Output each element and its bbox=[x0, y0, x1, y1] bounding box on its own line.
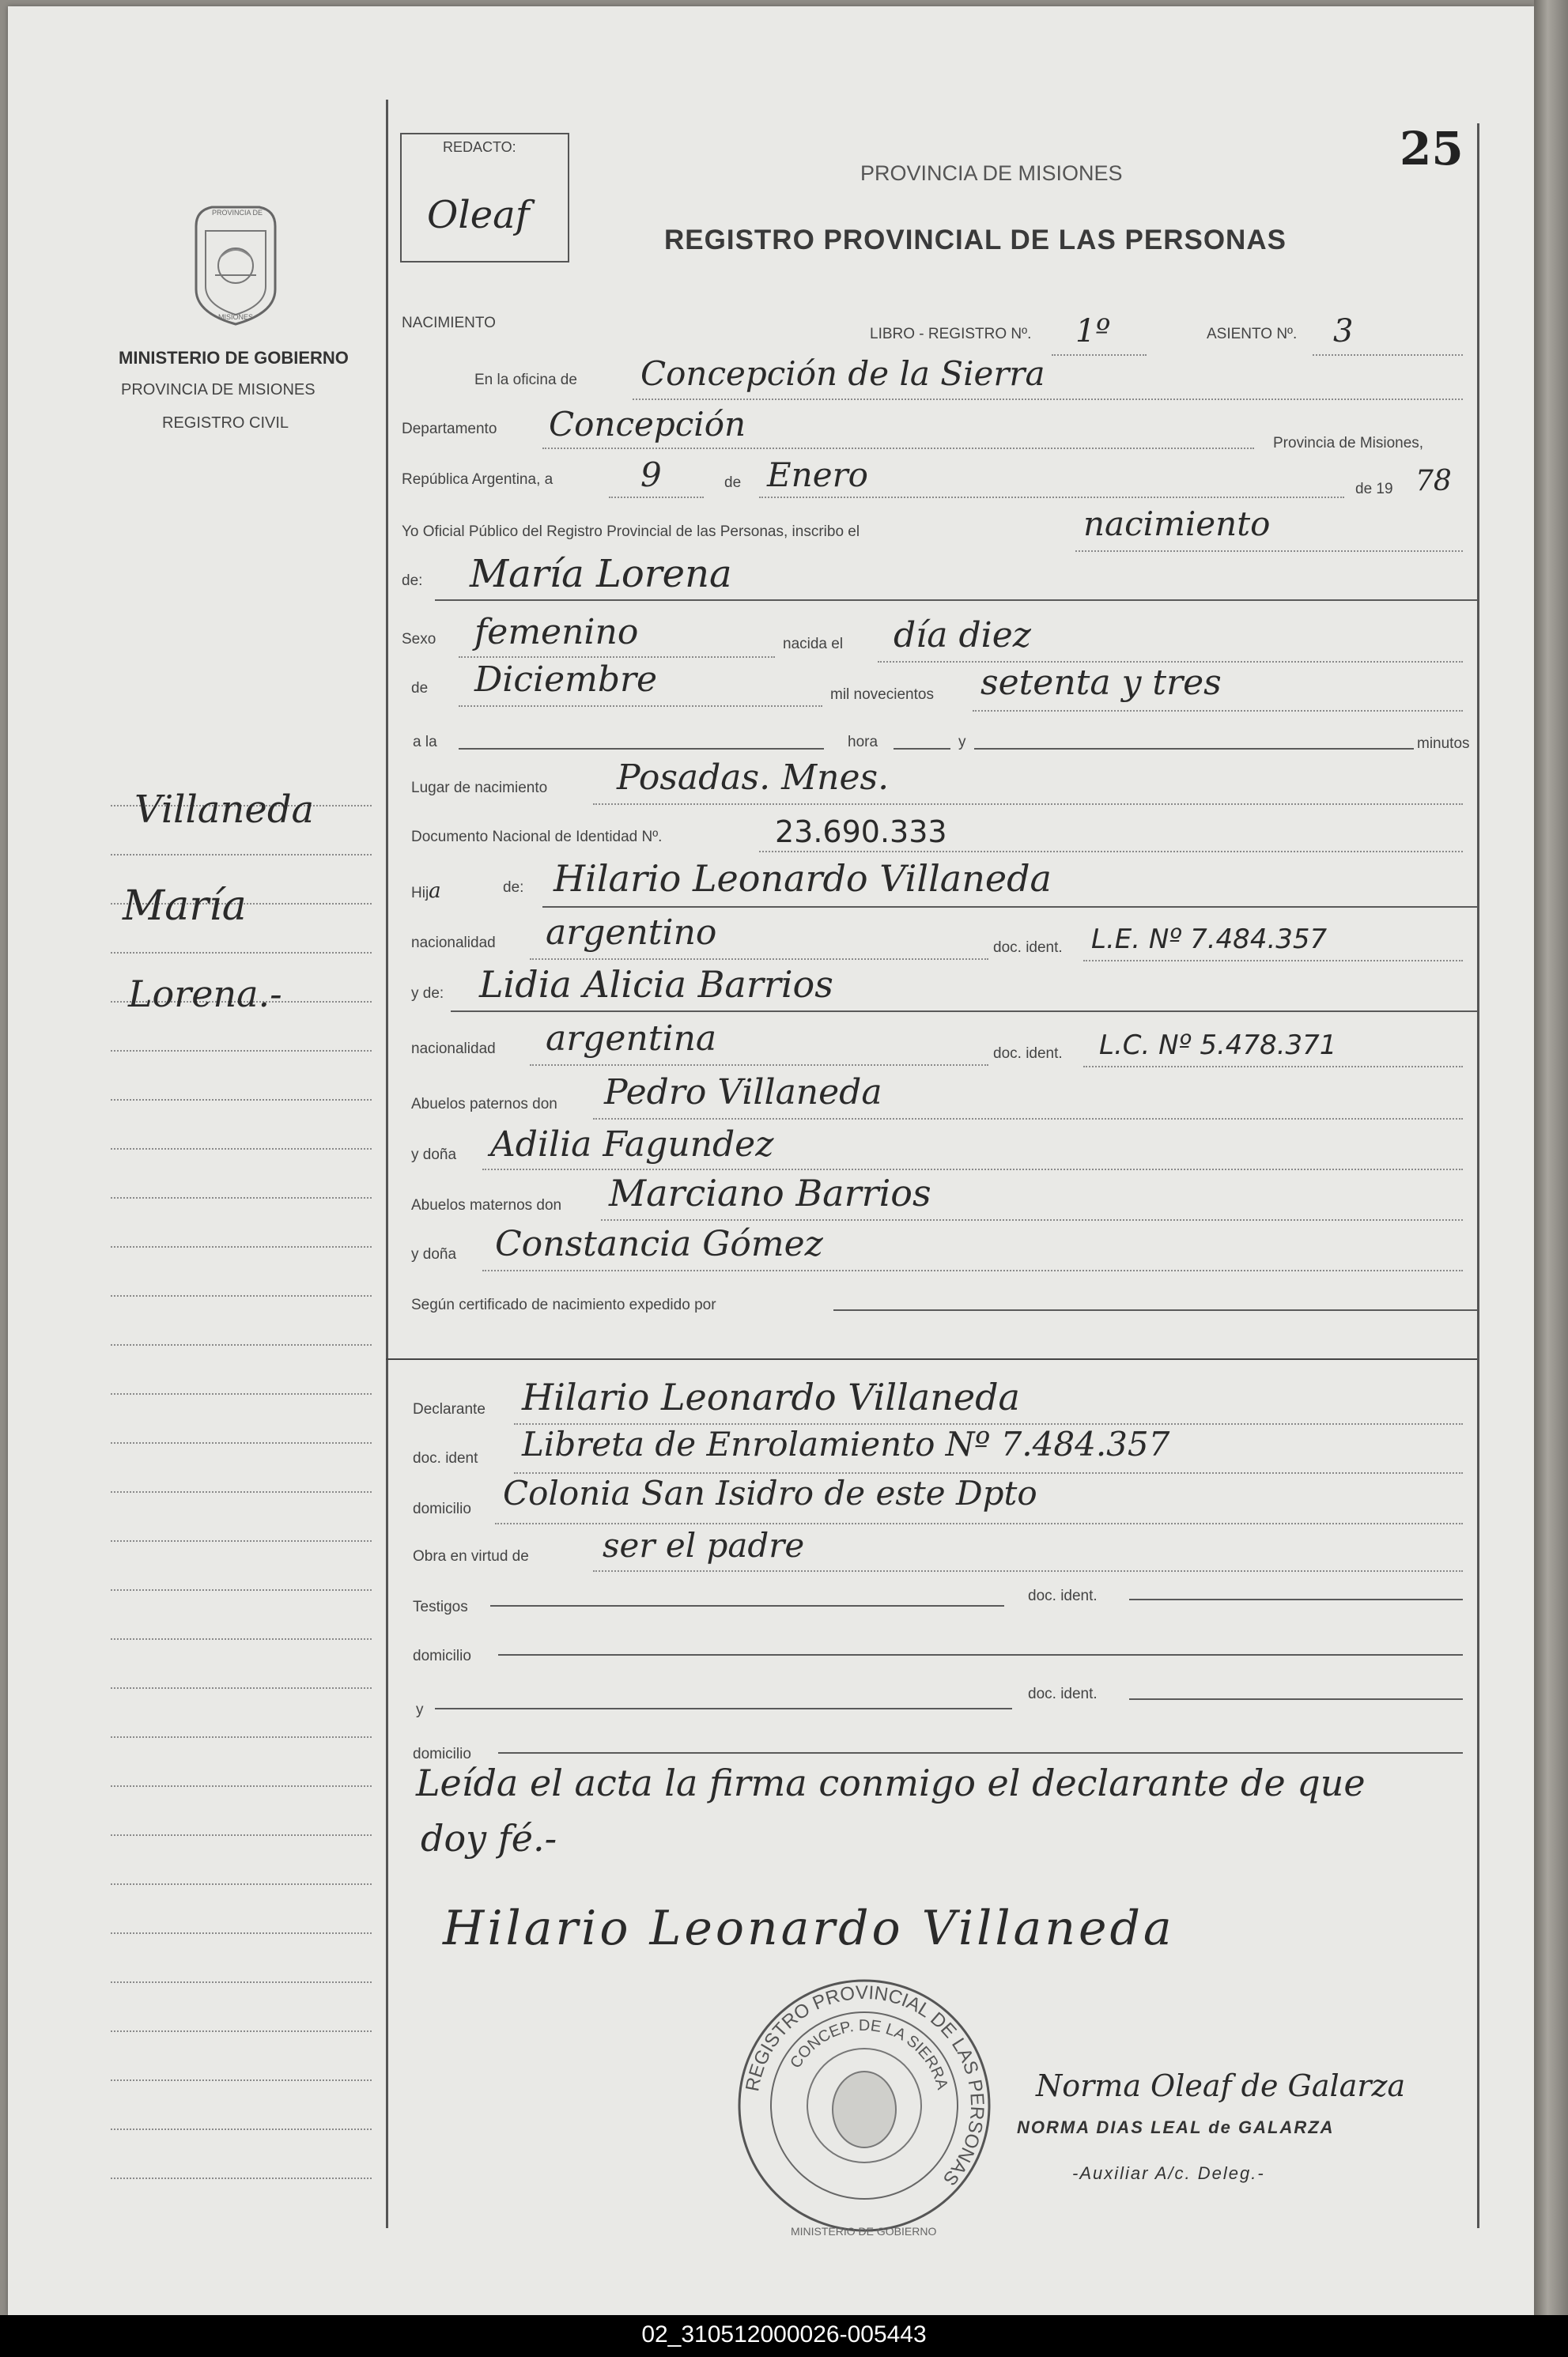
abuela-pat-value: Adilia Fagundez bbox=[490, 1124, 774, 1165]
padre-value: Hilario Leonardo Villaneda bbox=[554, 857, 1052, 900]
margin-divider bbox=[386, 100, 388, 2228]
domicilio-label: domicilio bbox=[413, 1501, 471, 1517]
domicilio-value: Colonia San Isidro de este Dpto bbox=[503, 1474, 1037, 1513]
stamp-bottom-text: MINISTERIO DE GOBIERNO bbox=[791, 2225, 937, 2238]
stamp-outer-text: REGISTRO PROVINCIAL DE LAS PERSONAS bbox=[742, 1981, 988, 2190]
nombre-value: María Lorena bbox=[470, 552, 732, 596]
de-label: de bbox=[724, 474, 742, 491]
lugar-value: Posadas. Mnes. bbox=[617, 757, 890, 798]
madre-doc-label: doc. ident. bbox=[993, 1045, 1063, 1062]
inscribo-value: nacimiento bbox=[1083, 504, 1271, 543]
madre-label: y de: bbox=[411, 985, 444, 1002]
obra-value: ser el padre bbox=[603, 1526, 805, 1565]
footer-bar bbox=[0, 2315, 1568, 2357]
declarante-doc-label: doc. ident bbox=[413, 1450, 478, 1467]
testigo1-domicilio-label: domicilio bbox=[413, 1648, 471, 1664]
header-province: PROVINCIA DE MISIONES bbox=[860, 161, 1123, 185]
redacto-label: REDACTO: bbox=[443, 139, 516, 155]
abuelos-pat-label: Abuelos paternos don bbox=[411, 1096, 557, 1112]
padre-nac-value: argentino bbox=[546, 912, 717, 953]
dia-value: 9 bbox=[640, 455, 662, 494]
seal-bottom-text: MISIONES bbox=[218, 313, 254, 321]
margin-ruled-line bbox=[111, 1099, 372, 1101]
oficina-value: Concepción de la Sierra bbox=[640, 354, 1045, 393]
margin-ruled-line bbox=[111, 2079, 372, 2081]
margin-ruled-line bbox=[111, 1050, 372, 1052]
declarante-doc-value: Libreta de Enrolamiento Nº 7.484.357 bbox=[522, 1425, 1170, 1464]
hija-label: Hija bbox=[411, 879, 441, 903]
margin-ruled-line bbox=[111, 952, 372, 954]
abuelos-mat-label: Abuelos maternos don bbox=[411, 1197, 562, 1214]
section-divider bbox=[386, 1358, 1477, 1360]
abuelo-mat-value: Marciano Barrios bbox=[609, 1172, 931, 1214]
margin-ruled-line bbox=[111, 1344, 372, 1346]
hija-letter: a bbox=[429, 879, 441, 903]
margin-ruled-line bbox=[111, 1295, 372, 1297]
asiento-label: ASIENTO Nº. bbox=[1207, 326, 1298, 342]
official-role: -Auxiliar A/c. Deleg.- bbox=[1072, 2163, 1265, 2183]
obra-label: Obra en virtud de bbox=[413, 1548, 529, 1565]
ministry-province: PROVINCIA DE MISIONES bbox=[121, 381, 315, 398]
margin-ruled-line bbox=[111, 2030, 372, 2032]
departamento-value: Concepción bbox=[549, 405, 746, 444]
footer-id: 02_310512000026-005443 bbox=[641, 2321, 927, 2348]
header-title: REGISTRO PROVINCIAL DE LAS PERSONAS bbox=[664, 225, 1287, 255]
ministry-title: MINISTERIO DE GOBIERNO bbox=[119, 348, 349, 368]
margin-note-surname: Villaneda bbox=[134, 788, 315, 832]
hora-label: hora bbox=[848, 734, 878, 750]
declarante-value: Hilario Leonardo Villaneda bbox=[522, 1376, 1020, 1418]
provincial-seal bbox=[188, 202, 283, 329]
mes-nac-label: de bbox=[411, 680, 429, 697]
official-name: NORMA DIAS LEAL de GALARZA bbox=[1017, 2117, 1335, 2137]
margin-ruled-line bbox=[111, 1638, 372, 1640]
abuela-pat-label: y doña bbox=[411, 1146, 457, 1163]
testigo2-domicilio-label: domicilio bbox=[413, 1746, 471, 1762]
margin-ruled-line bbox=[111, 1981, 372, 1983]
margin-ruled-line bbox=[111, 1834, 372, 1836]
padre-doc-label: doc. ident. bbox=[993, 939, 1063, 956]
page-number: 25 bbox=[1400, 122, 1464, 176]
ministry-registry: REGISTRO CIVIL bbox=[162, 414, 289, 432]
libro-value: 1º bbox=[1075, 313, 1111, 349]
declarante-signature: Hilario Leonardo Villaneda bbox=[443, 1901, 1175, 1956]
margin-ruled-line bbox=[111, 1589, 372, 1591]
declarante-label: Declarante bbox=[413, 1401, 486, 1418]
seal-top-text: PROVINCIA DE bbox=[212, 209, 263, 217]
closing-line1: Leída el acta la firma conmigo el declarante de que bbox=[416, 1762, 1366, 1804]
mil-label: mil novecientos bbox=[830, 686, 934, 703]
abuelo-pat-value: Pedro Villaneda bbox=[604, 1072, 882, 1112]
closing-line2: doy fé.- bbox=[421, 1817, 557, 1860]
a-la-label: a la bbox=[413, 734, 437, 750]
testigos-label: Testigos bbox=[413, 1599, 468, 1615]
testigo2-y-label: y bbox=[416, 1702, 424, 1718]
book-binding bbox=[1534, 0, 1568, 2325]
sexo-value: femenino bbox=[474, 612, 639, 652]
nacida-value: día diez bbox=[894, 615, 1031, 655]
margin-ruled-line bbox=[111, 1687, 372, 1689]
margin-ruled-line bbox=[111, 854, 372, 856]
act-type-label: NACIMIENTO bbox=[402, 315, 496, 331]
anio-label: de 19 bbox=[1355, 481, 1393, 497]
mes-value: Enero bbox=[767, 455, 868, 494]
testigo1-doc-label: doc. ident. bbox=[1028, 1588, 1098, 1604]
padre-nac-label: nacionalidad bbox=[411, 935, 496, 951]
lugar-label: Lugar de nacimiento bbox=[411, 780, 548, 796]
padre-de-label: de: bbox=[503, 879, 524, 896]
margin-ruled-line bbox=[111, 1883, 372, 1885]
margin-ruled-line bbox=[111, 1736, 372, 1738]
provincia-suffix: Provincia de Misiones, bbox=[1273, 435, 1424, 451]
margin-ruled-line bbox=[111, 1393, 372, 1395]
y-label: y bbox=[958, 734, 966, 750]
anio-nac-value: setenta y tres bbox=[980, 663, 1222, 703]
padre-doc-value: L.E. Nº 7.484.357 bbox=[1091, 924, 1328, 955]
margin-note-name1: María bbox=[123, 882, 247, 930]
margin-ruled-line bbox=[111, 1932, 372, 1934]
margin-ruled-line bbox=[111, 1785, 372, 1787]
libro-label: LIBRO - REGISTRO Nº. bbox=[870, 326, 1032, 342]
margin-ruled-line bbox=[111, 1442, 372, 1444]
margin-ruled-line bbox=[111, 2128, 372, 2130]
official-signature: Norma Oleaf de Galarza bbox=[1036, 2068, 1406, 2103]
margin-ruled-line bbox=[111, 1246, 372, 1248]
margin-ruled-line bbox=[111, 1148, 372, 1150]
dni-value: 23.690.333 bbox=[775, 814, 947, 849]
madre-value: Lidia Alicia Barrios bbox=[479, 963, 833, 1006]
testigo2-doc-label: doc. ident. bbox=[1028, 1686, 1098, 1702]
official-stamp bbox=[734, 1975, 995, 2236]
segun-label: Según certificado de nacimiento expedido por bbox=[411, 1297, 716, 1313]
republica-label: República Argentina, a bbox=[402, 471, 554, 488]
abuela-mat-value: Constancia Gómez bbox=[495, 1224, 823, 1264]
margin-ruled-line bbox=[111, 2178, 372, 2179]
anio-value: 78 bbox=[1415, 465, 1452, 497]
asiento-value: 3 bbox=[1333, 313, 1354, 349]
right-border bbox=[1477, 123, 1479, 2228]
nacida-label: nacida el bbox=[783, 636, 844, 652]
oficina-label: En la oficina de bbox=[474, 372, 577, 388]
dni-label: Documento Nacional de Identidad Nº. bbox=[411, 829, 663, 845]
document-page bbox=[8, 6, 1534, 2315]
madre-nac-value: argentina bbox=[546, 1018, 717, 1059]
yo-oficial-text: Yo Oficial Público del Registro Provincial de las Personas, inscribo el bbox=[402, 523, 860, 540]
margin-ruled-line bbox=[111, 1540, 372, 1542]
madre-doc-value: L.C. Nº 5.478.371 bbox=[1099, 1029, 1337, 1061]
margin-ruled-line bbox=[111, 1197, 372, 1199]
madre-nac-label: nacionalidad bbox=[411, 1041, 496, 1057]
mes-nac-value: Diciembre bbox=[474, 659, 658, 700]
nombre-de-label: de: bbox=[402, 572, 423, 589]
sexo-label: Sexo bbox=[402, 631, 436, 648]
margin-note-name2: Lorena.- bbox=[128, 973, 282, 1015]
stamp-inner-text: CONCEP. DE LA SIERRA bbox=[787, 2016, 951, 2092]
redacto-value: Oleaf bbox=[427, 193, 530, 237]
departamento-label: Departamento bbox=[402, 421, 497, 437]
margin-ruled-line bbox=[111, 1491, 372, 1493]
abuela-mat-label: y doña bbox=[411, 1246, 457, 1263]
minutos-label: minutos bbox=[1417, 735, 1470, 752]
